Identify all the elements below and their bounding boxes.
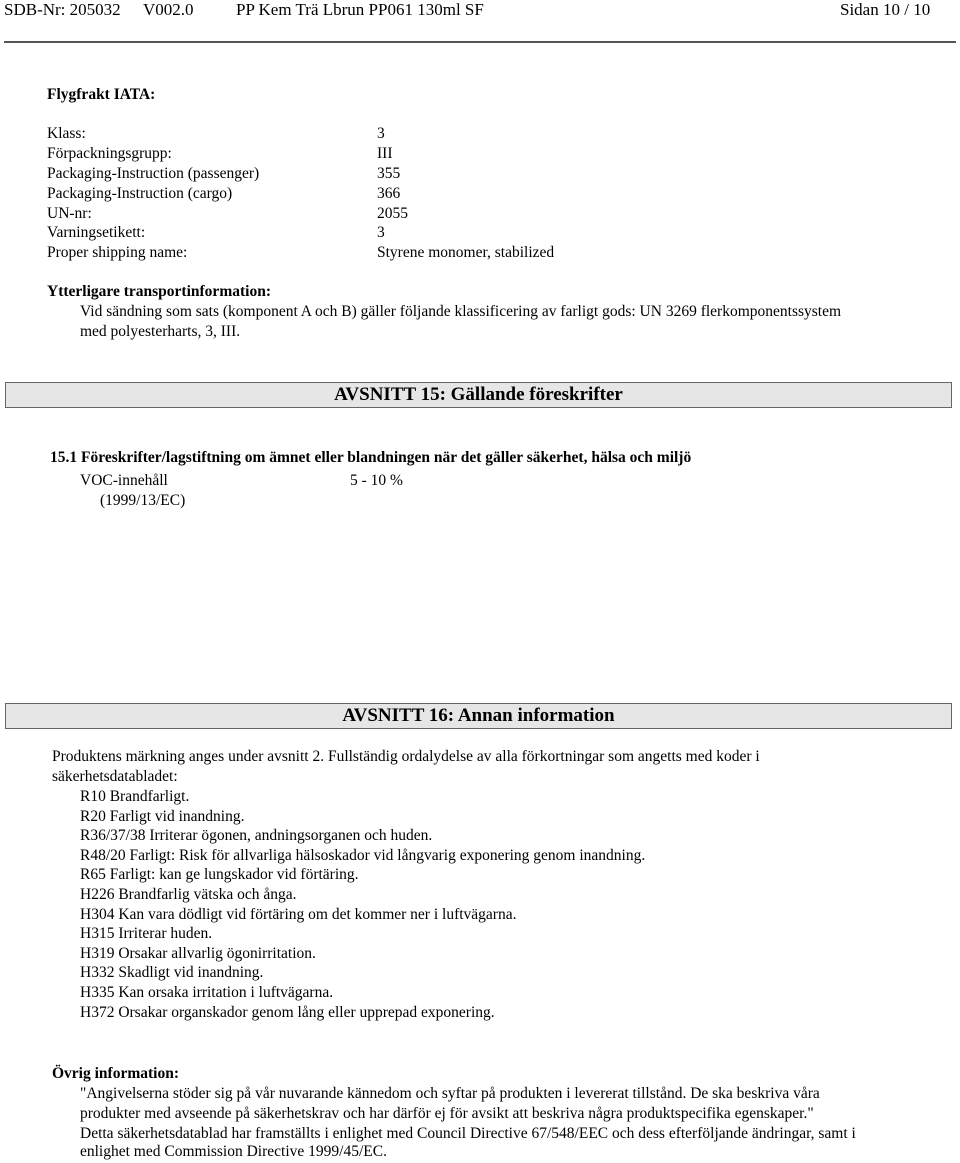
other-info-line3: Detta säkerhetsdatablad har framställts i enlighet med Council Directive 67/548/EEC och dess efterföljande ändringar, samt i (80, 1125, 856, 1142)
list-item: R10 Brandfarligt. (80, 788, 190, 805)
section-16-intro-line2: säkerhetsdatabladet: (52, 768, 178, 785)
page-number: Sidan 10 / 10 (840, 0, 931, 19)
section-16-intro-line1: Produktens märkning anges under avsnitt 2. Fullständig ordalydelse av alla förkortningar som angetts med koder i (52, 748, 760, 765)
pi-passenger-value: 355 (377, 165, 401, 182)
section-15-subheading: 15.1 Föreskrifter/lagstiftning om ämnet eller blandningen när det gäller säkerhet, hälsa och miljö (50, 449, 692, 466)
hazard-code-list (80, 787, 645, 1022)
packing-group-label: Förpackningsgrupp: (47, 145, 172, 162)
transport-text-line2: med polyesterharts, 3, III. (80, 323, 241, 340)
list-item: H304 Kan vara dödligt vid förtäring om det kommer ner i luftvägarna. (80, 905, 517, 923)
voc-directive: (1999/13/EC) (100, 492, 186, 509)
list-item: R65 Farligt: kan ge lungskador vid förtäring. (80, 866, 359, 884)
transport-heading: Ytterligare transportinformation: (47, 283, 271, 300)
packing-group-value: III (377, 145, 393, 162)
other-info-line1: "Angivelserna stöder sig på vår nuvarande kännedom och syftar på produkten i levererat tillstånd. De ska beskriva våra (80, 1085, 820, 1102)
class-value: 3 (377, 125, 385, 142)
warning-label-label: Varningsetikett: (47, 224, 146, 241)
section-16-bar (5, 703, 952, 729)
sdb-number: SDB-Nr: 205032 (4, 0, 121, 19)
section-15-title: AVSNITT 15: Gällande föreskrifter (334, 384, 623, 405)
list-item: H319 Orsakar allvarlig ögonirritation. (80, 944, 316, 962)
warning-label-value: 3 (377, 224, 385, 241)
list-item: R20 Farligt vid inandning. (80, 807, 245, 825)
list-item: R48/20 Farligt: Risk för allvarliga hälsoskador vid långvarig exponering genom inandning. (80, 846, 646, 864)
header-rule (4, 41, 956, 43)
iata-heading: Flygfrakt IATA: (47, 86, 156, 103)
shipping-name-value: Styrene monomer, stabilized (377, 244, 555, 261)
section-15-bar (5, 382, 952, 408)
transport-text-line1: Vid sändning som sats (komponent A och B) gäller följande klassificering av farligt gods: UN 3269 flerkomponentssystem (80, 303, 842, 320)
other-info-heading: Övrig information: (52, 1065, 179, 1082)
list-item: R36/37/38 Irriterar ögonen, andningsorganen och huden. (80, 827, 433, 845)
un-number-value: 2055 (377, 205, 408, 222)
voc-label: VOC-innehåll (80, 472, 168, 489)
product-name: PP Kem Trä Lbrun PP061 130ml SF (236, 0, 484, 19)
class-label: Klass: (47, 125, 86, 142)
version: V002.0 (143, 0, 194, 19)
list-item: H226 Brandfarlig vätska och ånga. (80, 885, 297, 903)
pi-cargo-label: Packaging-Instruction (cargo) (47, 185, 233, 202)
pi-passenger-label: Packaging-Instruction (passenger) (47, 165, 260, 182)
section-16-title: AVSNITT 16: Annan information (342, 705, 615, 726)
un-number-label: UN-nr: (47, 205, 92, 222)
list-item: H332 Skadligt vid inandning. (80, 964, 264, 982)
list-item: H372 Orsakar organskador genom lång eller upprepad exponering. (80, 1003, 495, 1021)
other-info-line4: enlighet med Commission Directive 1999/45/EC. (80, 1143, 387, 1160)
list-item: H315 Irriterar huden. (80, 925, 213, 943)
shipping-name-label: Proper shipping name: (47, 244, 188, 261)
list-item: H335 Kan orsaka irritation i luftvägarna. (80, 983, 334, 1001)
other-info-line2: produkter med avseende på säkerhetskrav och har därför ej för avsikt att beskriva några produktspecifika egenskaper." (80, 1105, 814, 1122)
voc-value: 5 - 10 % (350, 472, 403, 489)
pi-cargo-value: 366 (377, 185, 401, 202)
